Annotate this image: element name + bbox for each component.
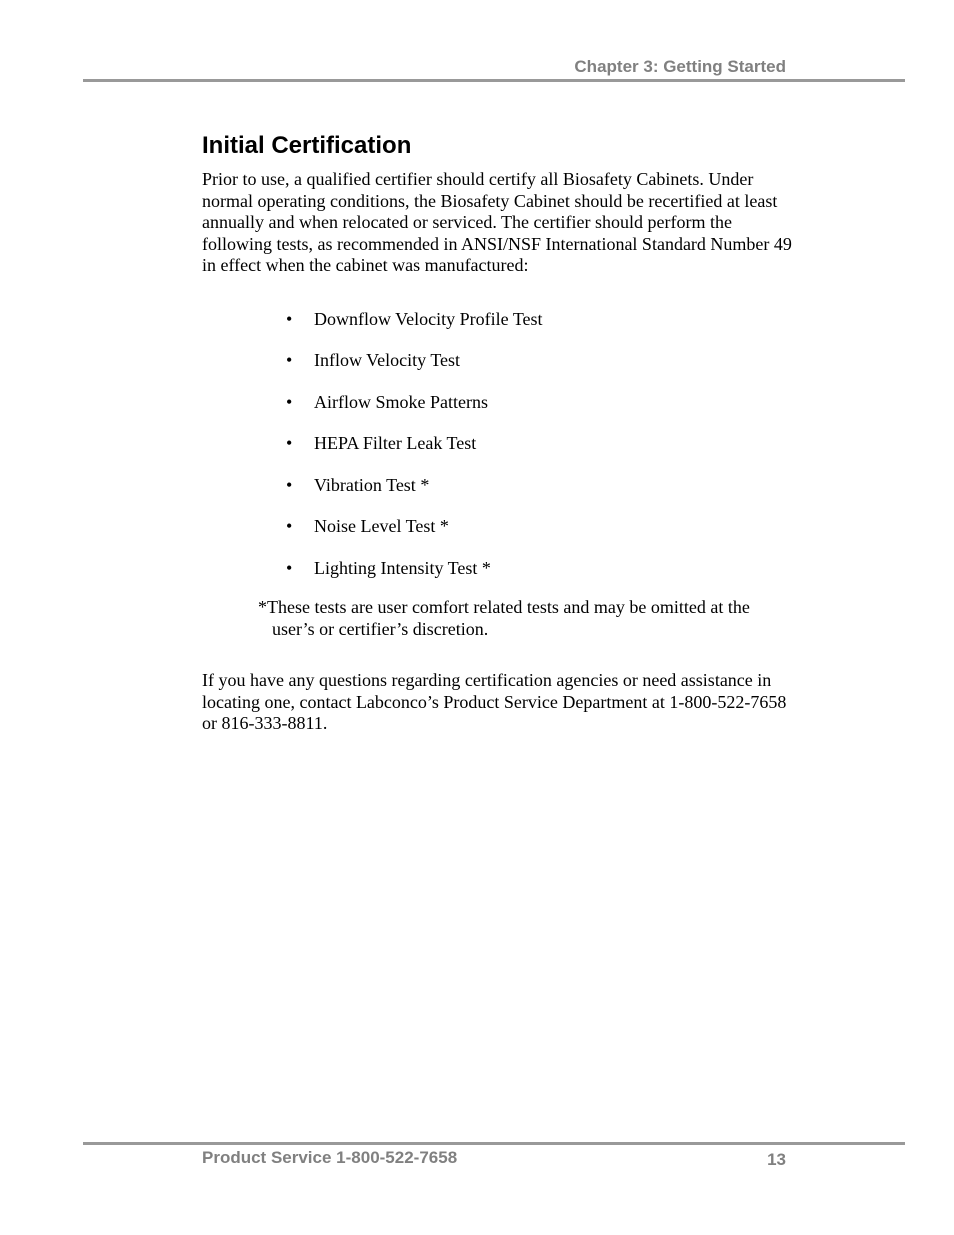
list-item <box>202 475 792 497</box>
bullet-icon: • <box>286 516 293 536</box>
bullet-icon: • <box>286 474 293 495</box>
bullet-icon: • <box>286 308 293 329</box>
list-item <box>202 558 792 580</box>
comfort-tests-note: *These tests are user comfort related tests and may be omitted at the user’s or certifier’s discretion. <box>258 597 750 639</box>
test-label: HEPA Filter Leak Test <box>314 433 477 453</box>
list-item <box>202 516 792 538</box>
list-item <box>202 392 792 414</box>
list-item <box>202 350 792 372</box>
bullet-icon: • <box>286 391 293 412</box>
footer-rule <box>83 1142 905 1145</box>
contact-paragraph: If you have any questions regarding certification agencies or need assistance in locating one, contact Labconco’s Product Service Department at 1-800-522-7658 or 816-333-8811. <box>202 670 787 733</box>
bullet-icon: • <box>286 433 293 453</box>
bullet-icon: • <box>286 350 293 370</box>
footer-service-line: Product Service 1-800-522-7658 <box>202 1148 458 1167</box>
bullet-icon: • <box>286 557 293 578</box>
list-item <box>202 309 792 331</box>
running-header: Chapter 3: Getting Started <box>574 57 786 76</box>
list-item <box>202 433 792 455</box>
page-body <box>202 130 792 735</box>
test-label: Vibration Test * <box>314 474 430 495</box>
test-label: Noise Level Test * <box>314 516 449 536</box>
intro-paragraph: Prior to use, a qualified certifier should certify all Biosafety Cabinets. Under normal operating conditions, the Biosafety Cabinet should be recertified at least annually and when relocated or serviced. The certifier should perform the following tests, as recommended in ANSI/NSF International Standard Number 49 in effect when the cabinet was manufactured: <box>202 169 792 275</box>
test-label: Airflow Smoke Patterns <box>314 391 488 412</box>
test-label: Inflow Velocity Test <box>314 350 461 370</box>
test-label: Lighting Intensity Test * <box>314 557 491 578</box>
section-title: Initial Certification <box>202 132 412 159</box>
page-number: 13 <box>767 1150 786 1169</box>
test-list <box>202 309 792 580</box>
test-label: Downflow Velocity Profile Test <box>314 308 543 329</box>
header-rule <box>83 79 905 82</box>
